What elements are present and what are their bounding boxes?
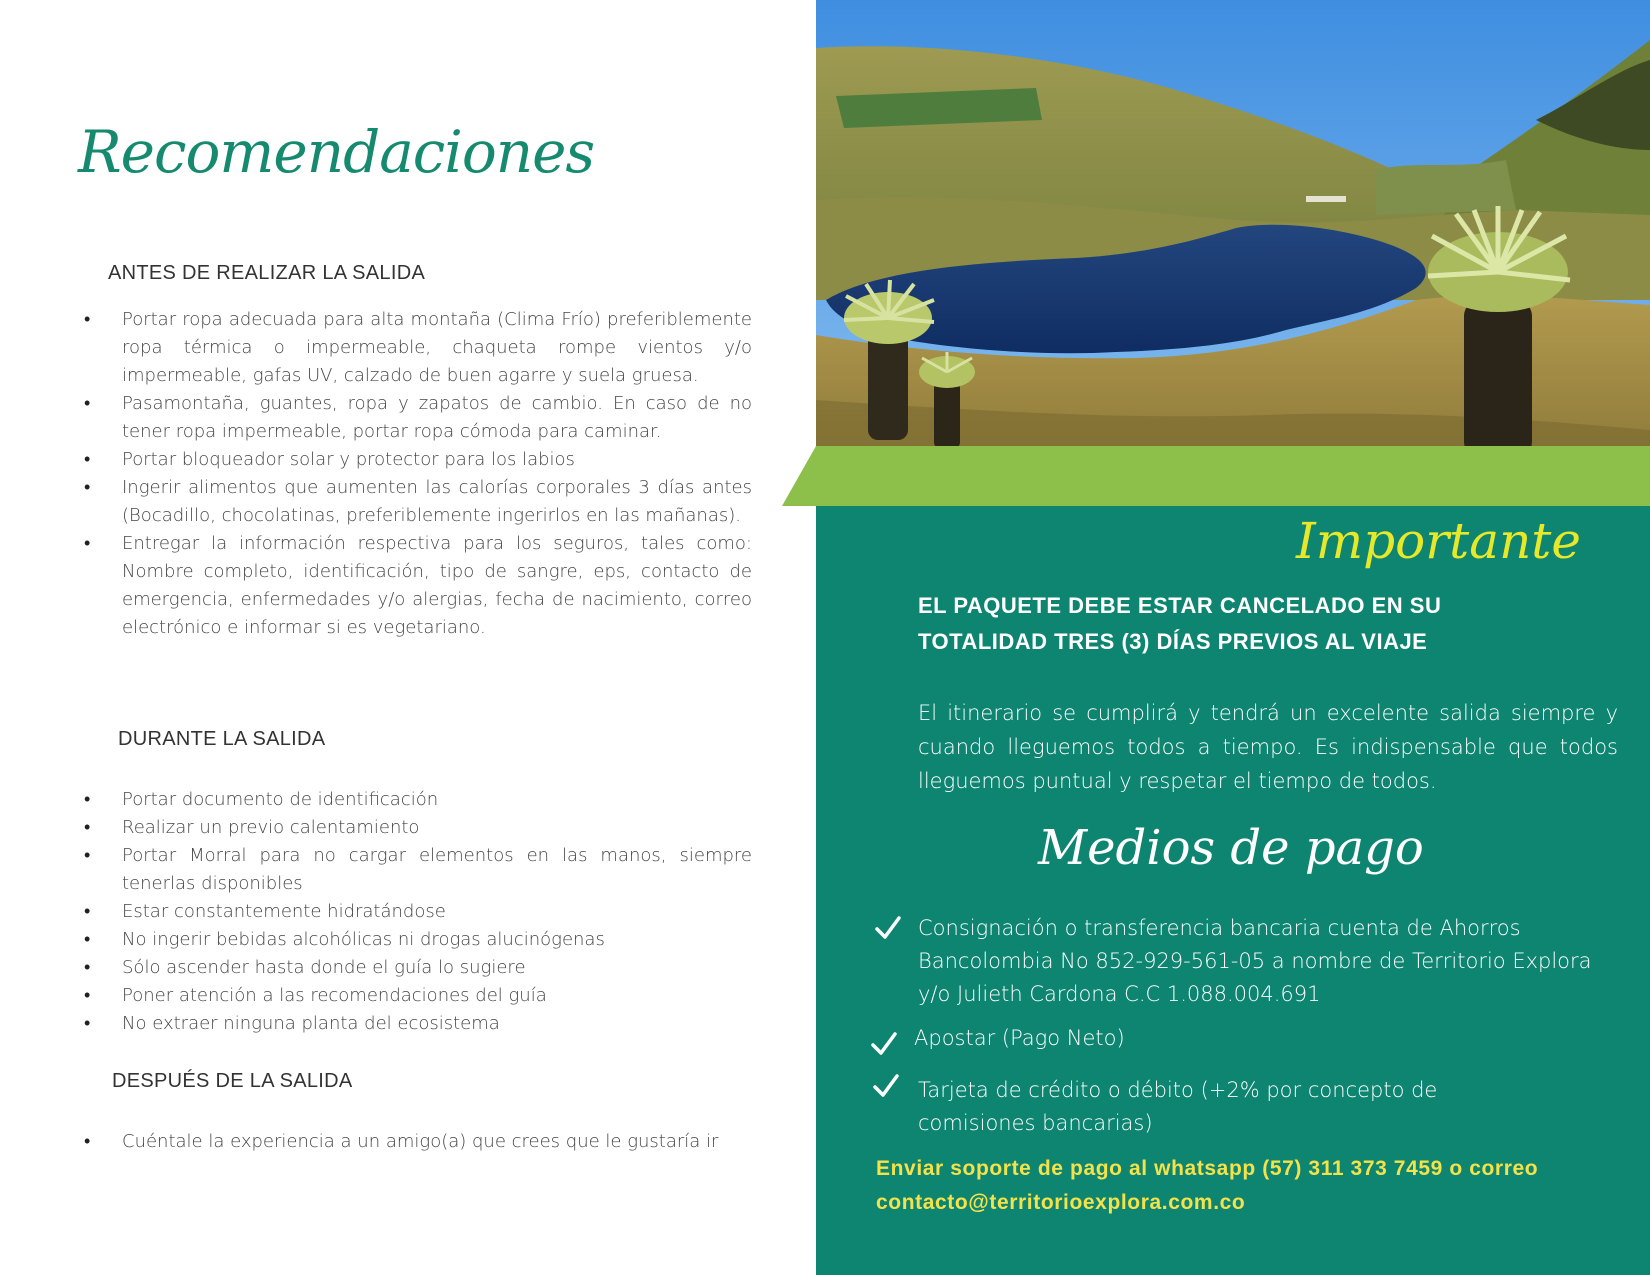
list-item: • Realizar un previo calentamiento xyxy=(80,814,752,842)
important-notice-line1: EL PAQUETE DEBE ESTAR CANCELADO EN SU xyxy=(918,593,1442,618)
recommendations-column xyxy=(0,0,816,1275)
section-heading-during: DURANTE LA SALIDA xyxy=(118,728,326,750)
list-item: • Portar documento de identificación xyxy=(80,786,752,814)
payment-contact xyxy=(876,1152,1636,1220)
section-heading-after: DESPUÉS DE LA SALIDA xyxy=(112,1070,353,1092)
list-item: • Pasamontaña, guantes, ropa y zapatos de cambio. En caso de no tener ropa impermeable, portar ropa cómoda para caminar. xyxy=(80,390,752,446)
check-icon xyxy=(874,914,902,942)
list-item: • Estar constantemente hidratándose xyxy=(80,898,752,926)
important-notice xyxy=(918,588,1538,660)
list-during xyxy=(80,786,752,1038)
page-title: Recomendaciones xyxy=(78,118,595,186)
payment-item-apostar: Apostar (Pago Neto) xyxy=(914,1026,1125,1050)
list-item: • Portar Morral para no cargar elementos en las manos, siempre tenerlas disponibles xyxy=(80,842,752,898)
check-icon xyxy=(870,1030,898,1058)
important-title: Importante xyxy=(1296,512,1581,570)
landscape-photo xyxy=(816,0,1650,458)
contact-line-whatsapp: Enviar soporte de pago al whatsapp (57) 311 373 7459 o correo xyxy=(876,1157,1539,1180)
important-notice-line2: TOTALIDAD TRES (3) DÍAS PREVIOS AL VIAJE xyxy=(918,629,1428,654)
payment-item-transfer: Consignación o transferencia bancaria cuenta de Ahorros Bancolombia No 852-929-561-05 a nombre de Territorio Explora y/o Julieth Cardona C.C 1.088.004.691 xyxy=(918,916,1592,1006)
list-after xyxy=(80,1128,752,1156)
section-heading-before: ANTES DE REALIZAR LA SALIDA xyxy=(108,262,426,284)
list-item: • Cuéntale la experiencia a un amigo(a) que crees que le gustaría ir xyxy=(80,1128,752,1156)
list-item: • Poner atención a las recomendaciones del guía xyxy=(80,982,752,1010)
list-item: • Portar ropa adecuada para alta montaña (Clima Frío) preferiblemente ropa térmica o impermeable, chaqueta rompe vientos y/o impermeable, gafas UV, calzado de buen agarre y suela gruesa. xyxy=(80,306,752,390)
list-item: • Sólo ascender hasta donde el guía lo sugiere xyxy=(80,954,752,982)
contact-email: contacto@territorioexplora.com.co xyxy=(876,1191,1246,1214)
accent-band xyxy=(782,446,1650,506)
list-item: • No ingerir bebidas alcohólicas ni drogas alucinógenas xyxy=(80,926,752,954)
list-item: • Ingerir alimentos que aumenten las calorías corporales 3 días antes (Bocadillo, chocolatinas, preferiblemente ingerirlos en las mañanas). xyxy=(80,474,752,530)
list-before xyxy=(80,306,752,642)
list-item: • Entregar la información respectiva para los seguros, tales como: Nombre completo, identificación, tipo de sangre, eps, contacto de emergencia, enfermedades y/o alergias, fecha de nacimiento, correo electrónico e informar si es vegetariano. xyxy=(80,530,752,642)
payment-item-card: Tarjeta de crédito o débito (+2% por concepto de comisiones bancarias) xyxy=(918,1078,1438,1135)
list-item: • No extraer ninguna planta del ecosistema xyxy=(80,1010,752,1038)
check-icon xyxy=(872,1072,900,1100)
payment-title: Medios de pago xyxy=(1038,820,1424,876)
important-body: El itinerario se cumplirá y tendrá un excelente salida siempre y cuando lleguemos todos a tiempo. Es indispensable que todos lleguemos puntual y respetar el tiempo de todos. xyxy=(918,701,1618,793)
list-item: • Portar bloqueador solar y protector para los labios xyxy=(80,446,752,474)
